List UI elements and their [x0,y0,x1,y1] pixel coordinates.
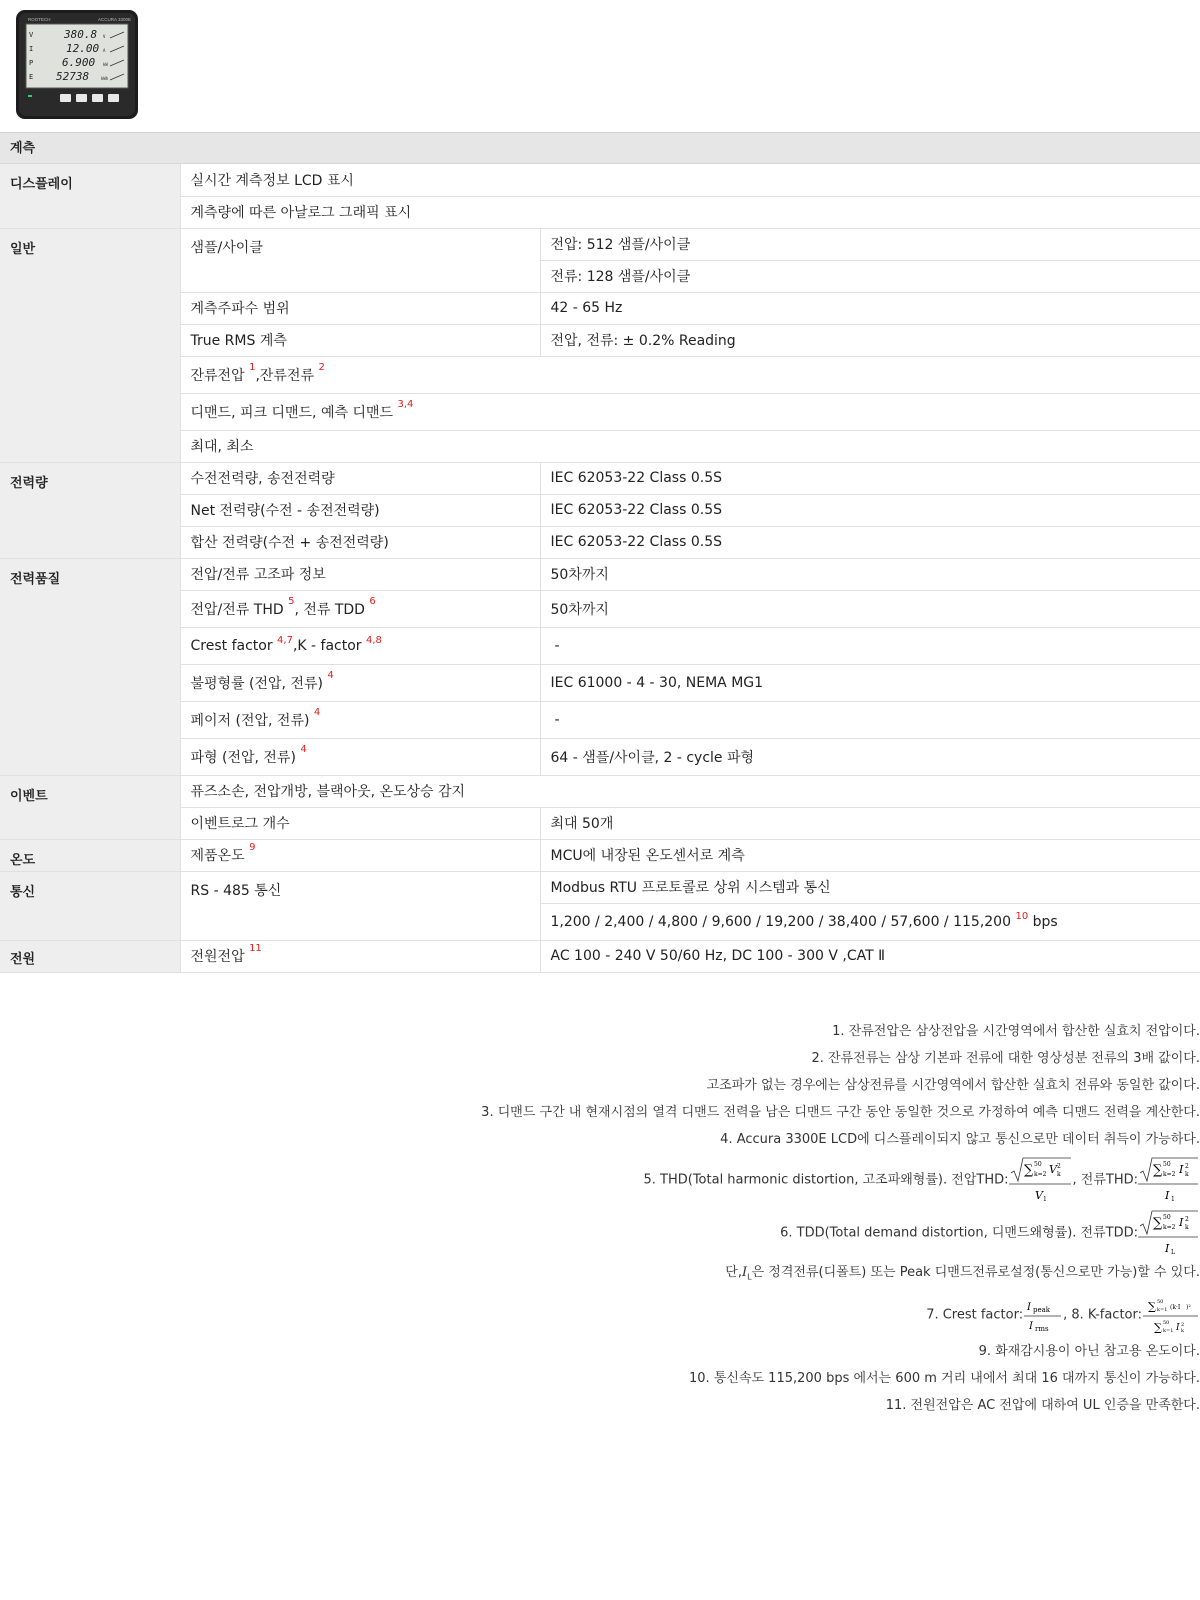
il-symbol: I [1165,1242,1170,1255]
energy1-value: IEC 62053-22 Class 0.5S [540,462,1200,494]
footnote-ref: 4 [300,743,307,755]
sum-upper: 50 [1163,1214,1171,1221]
footnote-3: 3. 디맨드 구간 내 현재시점의 열격 디맨드 전력을 남은 디맨드 구간 동안 동일한 것으로 가정하여 예측 디맨드 전력을 계산한다. [481,1105,1200,1120]
irms-symbol: I [1029,1320,1034,1332]
residual-current: 잔류전류 [259,367,314,384]
footnote-10: 10. 통신속도 115,200 bps 에서는 600 m 거리 내에서 최대 16 대까지 통신이 가능하다. [689,1370,1200,1386]
table-row [0,590,1200,627]
crest-value: - [540,627,1200,664]
separator: , [255,367,260,384]
sum-lower: k=2 [1163,1171,1176,1178]
rms-sub: rms [1035,1324,1049,1333]
footnote-5-text: 5. THD(Total harmonic distortion, 고조파왜형률). 전압THD: [643,1172,1009,1188]
crest-item [180,627,540,664]
waveform-label: 파형 (전압, 전류) [190,749,296,766]
phasor-item [180,701,540,738]
residual-cell [180,356,1200,393]
sample-voltage: 전압: 512 샘플/사이클 [540,228,1200,260]
sum-symbol: ∑ [1023,1163,1033,1178]
thd-label: 전압/전류 THD [190,601,284,618]
k-sub: k [1185,1171,1189,1178]
footnote-7-8 [0,1295,1200,1335]
footnote-ref: 11 [249,943,262,954]
lcd-value-i: 12.00 [66,42,100,55]
eventlog-item: 이벤트로그 개수 [180,807,540,839]
footnote-6b-text: 은 정격전류(디폴트) 또는 Peak 디맨드전류로설정(통신으로만 가능)할 수 있다. [751,1265,1200,1280]
temp-item [180,839,540,871]
sum-symbol: ∑ [1153,1216,1163,1231]
eventlog-value: 최대 50개 [540,807,1200,839]
harmonic-item: 전압/전류 고조파 정보 [180,558,540,590]
square: 2 [1056,1163,1061,1170]
category-energy: 전력량 [0,462,180,558]
power-label: 전원전압 [190,949,245,965]
sum-symbol: ∑ [1148,1299,1156,1313]
sum-symbol: ∑ [1153,1163,1163,1178]
sum-upper: 50 [1163,1161,1171,1168]
table-row [0,292,1200,324]
kfactor-numerator: (k·I [1170,1303,1181,1311]
category-comm: 통신 [0,871,180,940]
temp-value: MCU에 내장된 온도센서로 계측 [540,839,1200,871]
footnote-6b-prefix: 단, [725,1265,742,1280]
i1-symbol: I [1165,1189,1170,1202]
sum-upper: 50 [1033,1161,1042,1168]
footnote-2b: 고조파가 없는 경우에는 삼상전류를 시간영역에서 합산한 실효치 전류와 동일한 값이다. [706,1078,1200,1093]
current-tdd-formula [1138,1210,1200,1256]
table-row [0,807,1200,839]
footnote-ref: 2 [318,361,325,373]
il-sub: L [1171,1249,1175,1256]
table-row [0,356,1200,393]
v1-sub: 1 [1042,1196,1047,1203]
footnote-ref: 4 [313,706,321,718]
lcd-unit-e: kWh [101,76,109,81]
footnotes [0,1022,1200,1423]
maxmin-text: 최대, 최소 [180,430,1200,462]
category-display: 디스플레이 [0,164,180,228]
lcd-label-e: E [29,73,34,81]
energy3-value: IEC 62053-22 Class 0.5S [540,526,1200,558]
table-row [0,664,1200,701]
table-row [0,558,1200,590]
ik-symbol: I [1179,1216,1184,1229]
display-analog: 계측량에 따른 아날로그 그래픽 표시 [180,196,1200,228]
lcd-value-p: 6.900 [62,56,96,69]
unbalance-item [180,664,540,701]
footnote-2: 2. 잔류전류는 삼상 기본파 전류에 대한 영상성분 전류의 3배 값이다. [811,1051,1200,1066]
rms-item: True RMS 계측 [180,324,540,356]
footnote-6-text: 6. TDD(Total demand distortion, 디맨드왜형률). 전류TDD: [780,1225,1138,1241]
thd-item [180,590,540,627]
freq-item: 계측주파수 범위 [180,292,540,324]
footnote-ref: 4,7 [277,634,293,646]
temp-label: 제품온도 [190,848,245,864]
table-row [0,940,1200,972]
vk-symbol: V [1048,1163,1057,1176]
waveform-item [180,738,540,775]
lcd-label-p: P [29,59,34,67]
footnote-4: 4. Accura 3300E LCD에 디스플레이되지 않고 통신으로만 데이터 취득이 가능하다. [720,1132,1200,1147]
baud-unit: bps [1032,913,1058,930]
sum-upper: 50 [1163,1319,1170,1326]
table-row [0,627,1200,664]
category-quality: 전력품질 [0,558,180,775]
lcd-unit-p: kW [103,62,108,67]
il-symbol: I [741,1265,748,1280]
footnote-7-text: 7. Crest factor: [926,1307,1024,1323]
table-row [0,164,1200,196]
power-item [180,940,540,972]
lcd-unit-i: A [103,48,106,53]
comm-item: RS - 485 통신 [180,871,540,940]
kfactor-numerator-end: )² [1186,1303,1191,1311]
device-image [16,10,138,119]
peak-sub: peak [1033,1305,1051,1314]
sum-lower: k=2 [1033,1171,1046,1178]
footnote-ref: 4,8 [366,634,382,646]
category-event: 이벤트 [0,775,180,839]
lcd-label-i: I [29,45,34,53]
thd-value: 50차까지 [540,590,1200,627]
sum-upper: 50 [1157,1298,1164,1305]
energy2-item: Net 전력량(수전 - 송전전력량) [180,494,540,526]
lcd-label-v: V [29,31,34,39]
ipeak-symbol: I [1027,1301,1032,1313]
table-row [0,196,1200,228]
table-row [0,871,1200,903]
energy3-item: 합산 전력량(수전 + 송전전력량) [180,526,540,558]
phasor-value: - [540,701,1200,738]
category-general: 일반 [0,228,180,462]
sum-lower: k=2 [1163,1224,1176,1231]
k-sub: k [1185,1224,1189,1231]
lcd-value-e: 52738 [56,70,90,83]
table-row [0,494,1200,526]
device-model: ACCURA 3300E [98,17,132,22]
table-row [0,324,1200,356]
spec-table [0,164,1200,973]
footnote-11: 11. 전원전압은 AC 전압에 대하여 UL 인증을 만족한다. [885,1397,1200,1413]
footnote-ref: 9 [249,842,256,853]
footnote-8-text: , 8. K-factor: [1063,1307,1142,1323]
ik-symbol: I [1176,1322,1180,1333]
phasor-label: 페이저 (전압, 전류) [190,712,310,729]
sum-lower: k=1 [1157,1306,1168,1313]
ik-symbol: I [1179,1163,1184,1176]
energy2-value: IEC 62053-22 Class 0.5S [540,494,1200,526]
square: 2 [1181,1321,1185,1328]
i1-sub: 1 [1171,1196,1175,1203]
footnote-ref: 6 [369,595,376,607]
table-row [0,462,1200,494]
footnote-6b [0,1263,1200,1288]
residual-voltage: 잔류전압 [190,367,245,384]
square: 2 [1185,1216,1189,1223]
k-factor-formula [1142,1295,1200,1335]
voltage-thd-formula [1009,1157,1073,1203]
device-brand: ROOTECH [28,17,51,22]
footnote-5 [0,1157,1200,1203]
freq-value: 42 - 65 Hz [540,292,1200,324]
k-sub: k [1181,1327,1185,1334]
sum-symbol: ∑ [1154,1320,1162,1334]
table-row [0,738,1200,775]
section-header [0,132,1200,164]
category-power: 전원 [0,940,180,972]
table-row [0,775,1200,807]
footnote-ref: 5 [288,595,295,607]
display-realtime: 실시간 계측정보 LCD 표시 [180,164,1200,196]
il-sub: L [747,1272,752,1282]
table-row [0,839,1200,871]
footnote-5-current: , 전류THD: [1072,1172,1138,1188]
comm-protocol: Modbus RTU 프로토콜로 상위 시스템과 통신 [540,871,1200,903]
footnote-6 [0,1210,1200,1256]
footnote-ref: 10 [1015,910,1029,922]
square: 2 [1185,1163,1189,1170]
crest-label: Crest factor [190,637,273,654]
unbalance-label: 불평형률 (전압, 전류) [190,675,323,692]
footnote-ref: 1 [249,361,256,373]
energy1-item: 수전전력량, 송전전력량 [180,462,540,494]
unbalance-value: IEC 61000 - 4 - 30, NEMA MG1 [540,664,1200,701]
lcd-unit-v: V [103,34,106,39]
category-temperature: 온도 [0,839,180,871]
lcd-value-v: 380.8 [64,28,98,41]
table-row [0,393,1200,430]
sample-current: 전류: 128 샘플/사이클 [540,260,1200,292]
waveform-value: 64 - 샘플/사이클, 2 - cycle 파형 [540,738,1200,775]
rms-value: 전압, 전류: ± 0.2% Reading [540,324,1200,356]
k-sub: k [1056,1171,1061,1178]
table-row [0,526,1200,558]
table-row [0,228,1200,260]
table-row [0,701,1200,738]
v1-symbol: V [1034,1189,1043,1202]
footnote-9: 9. 화재감시용이 아닌 참고용 온도이다. [978,1343,1200,1359]
baud-list: 1,200 / 2,400 / 4,800 / 9,600 / 19,200 / 38,400 / 57,600 / 115,200 [550,913,1011,930]
kfactor-label: ,K - factor [292,637,362,654]
footnote-ref: 3,4 [397,398,414,410]
comm-baud [540,903,1200,940]
power-value: AC 100 - 240 V 50/60 Hz, DC 100 - 300 V ,CAT Ⅱ [540,940,1200,972]
footnote-ref: 4 [327,669,334,681]
footnote-1: 1. 잔류전압은 삼상전압을 시간영역에서 합산한 실효치 전압이다. [832,1024,1200,1039]
current-thd-formula [1138,1157,1200,1203]
section-title: 계측 [10,141,36,156]
sample-item: 샘플/사이클 [180,228,540,292]
event-detect: 퓨즈소손, 전압개방, 블랙아웃, 온도상승 감지 [180,775,1200,807]
harmonic-value: 50차까지 [540,558,1200,590]
table-row [0,430,1200,462]
demand-text: 디맨드, 피크 디맨드, 예측 디맨드 [190,404,394,421]
demand-cell [180,393,1200,430]
sum-lower: k=1 [1163,1327,1174,1334]
tdd-label: , 전류 TDD [294,601,365,618]
crest-factor-formula [1023,1295,1063,1335]
